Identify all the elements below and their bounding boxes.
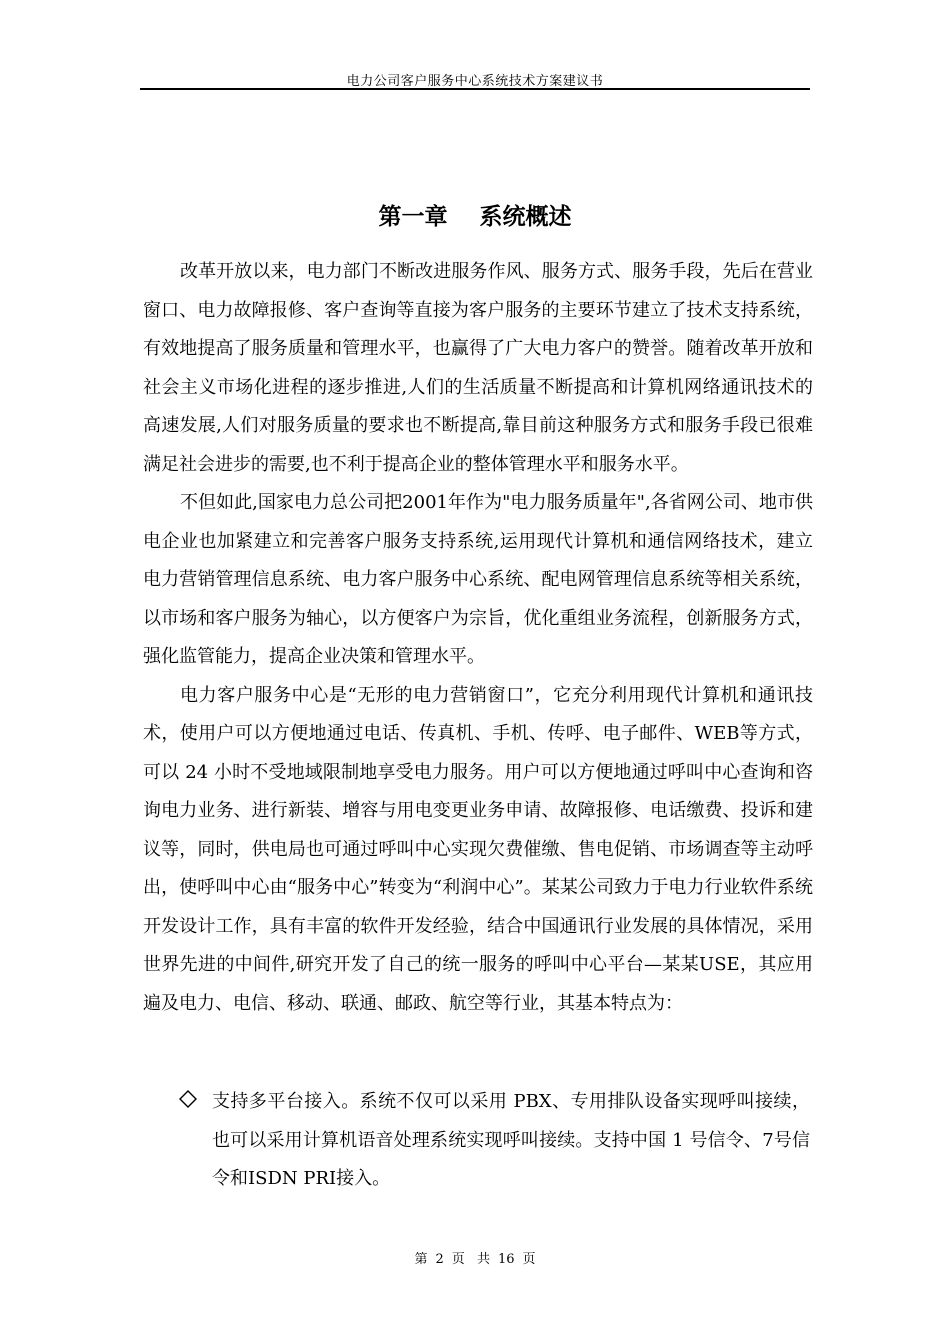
paragraph-2: 不但如此,国家电力总公司把2001年作为"电力服务质量年",各省网公司、地市供电企业也加紧建立和完善客户服务支持系统,运用现代计算机和通信网络技术，建立电力营销管理信息系统、电力客户服务中心系统、配电网管理信息系统等相关系统，以市场和客户服务为轴心，以方便客户为宗旨，优化重组业务流程，创新服务方式，强化监管能力，提高企业决策和管理水平。 <box>143 492 813 667</box>
total-suffix: 页 <box>522 1252 536 1267</box>
bullet-item <box>178 1083 810 1199</box>
page-number: 2 <box>435 1252 444 1267</box>
page-prefix: 第 <box>414 1252 428 1267</box>
bullet-text: 支持多平台接入。系统不仅可以采用 PBX、专用排队设备实现呼叫接续，也可以采用计算机语音处理系统实现呼叫接续。支持中国 1 号信令、7号信令和ISDN PRI接入。 <box>212 1091 810 1189</box>
page-footer <box>140 1248 810 1267</box>
paragraph-1: 改革开放以来，电力部门不断改进服务作风、服务方式、服务手段，先后在营业窗口、电力故障报修、客户查询等直接为客户服务的主要环节建立了技术支持系统，有效地提高了服务质量和管理水平，也赢得了广大电力客户的赞誉。随着改革开放和社会主义市场化进程的逐步推进,人们的生活质量不断提高和计算机网络通讯技术的高速发展,人们对服务质量的要求也不断提高,靠目前这种服务方式和服务手段已很难满足社会进步的需要,也不利于提高企业的整体管理水平和服务水平。 <box>143 261 813 475</box>
paragraph-3: 电力客户服务中心是“无形的电力营销窗口”，它充分利用现代计算机和通讯技术，使用户可以方便地通过电话、传真机、手机、传呼、电子邮件、WEB等方式，可以 24 小时不受地域限制地享受电力服务。用户可以方便地通过呼叫中心查询和咨询电力业务、进行新装、增容与用电变更业务申请、故障报修、电话缴费、投诉和建议等，同时，供电局也可通过呼叫中心实现欠费催缴、售电促销、市场调查等主动呼出，使呼叫中心由“服务中心”转变为“利润中心”。某某公司致力于电力行业软件系统开发设计工作，具有丰富的软件开发经验，结合中国通讯行业发展的具体情况，采用世界先进的中间件,研究开发了自己的统一服务的呼叫中心平台—某某USE，其应用遍及电力、电信、移动、联通、邮政、航空等行业，其基本特点为： <box>143 684 813 1014</box>
diamond-outline-icon <box>178 1085 198 1105</box>
body-text <box>143 253 813 1023</box>
running-header-title: 电力公司客户服务中心系统技术方案建议书 <box>346 74 604 89</box>
chapter-title: 第一章 系统概述 <box>378 204 572 230</box>
total-prefix: 共 <box>476 1252 490 1267</box>
header-divider <box>140 88 810 90</box>
total-pages: 16 <box>497 1252 515 1267</box>
page-suffix: 页 <box>451 1252 465 1267</box>
